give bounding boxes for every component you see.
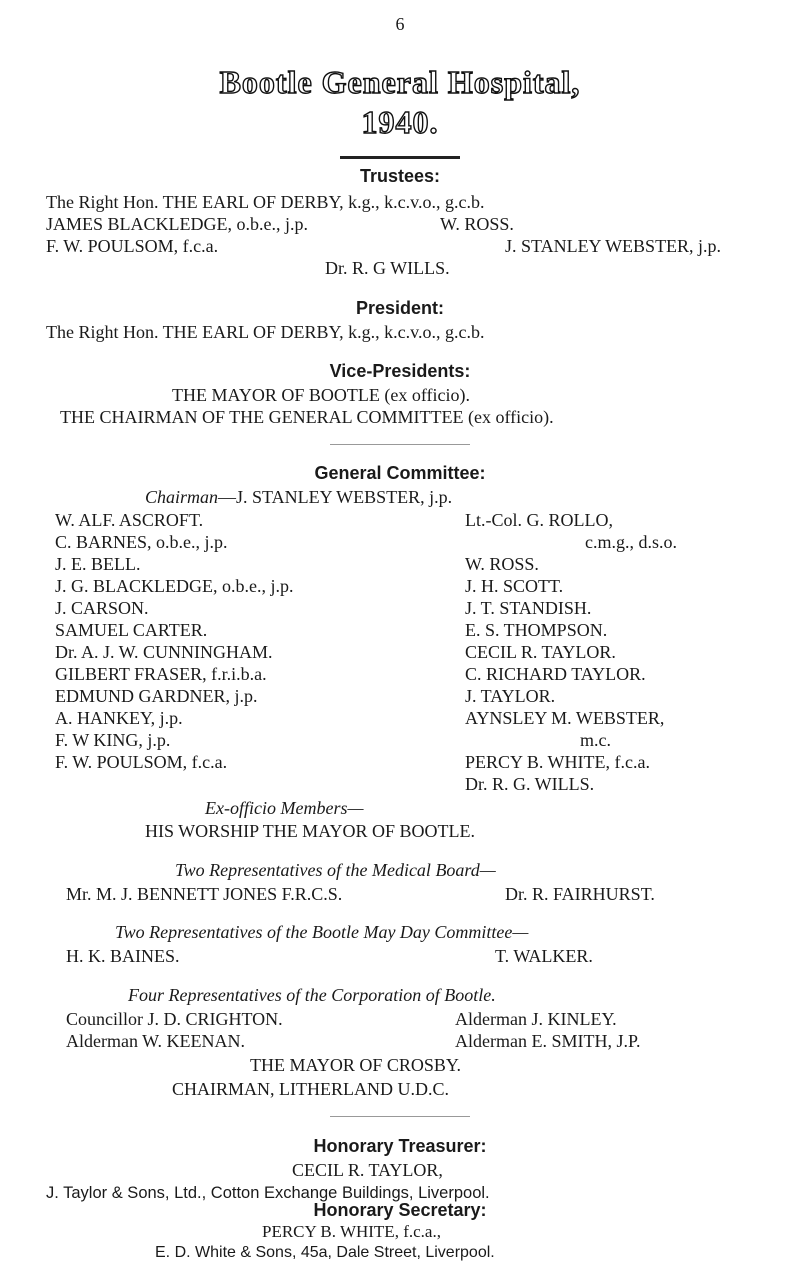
corporation-rep: Alderman W. KEENAN.: [66, 1031, 245, 1051]
president-line: The Right Hon. THE EARL OF DERBY, k.g., k.c.v.o., g.c.b.: [46, 322, 485, 342]
corporation-rep: THE MAYOR OF CROSBY.: [250, 1055, 462, 1075]
committee-member: CECIL R. TAYLOR.: [465, 642, 616, 662]
committee-member: GILBERT FRASER, f.r.i.b.a.: [55, 664, 267, 684]
committee-member: E. S. THOMPSON.: [465, 620, 608, 640]
committee-member: C. RICHARD TAYLOR.: [465, 664, 646, 684]
section-divider: [330, 444, 470, 445]
committee-member: EDMUND GARDNER, j.p.: [55, 686, 258, 706]
corporation-heading: Four Representatives of the Corporation of Bootle.: [128, 985, 496, 1005]
chairman-name: —J. STANLEY WEBSTER, j.p.: [218, 487, 453, 507]
secretary-name: PERCY B. WHITE, f.c.a.,: [262, 1222, 441, 1241]
treasurer-name: CECIL R. TAYLOR,: [292, 1160, 443, 1180]
committee-member-honours: m.c.: [580, 730, 611, 750]
trustee-line: Dr. R. G WILLS.: [325, 258, 450, 278]
corporation-rep: CHAIRMAN, LITHERLAND U.D.C.: [172, 1079, 449, 1099]
secretary-heading: Honorary Secretary:: [313, 1200, 487, 1220]
medical-board-rep: Dr. R. FAIRHURST.: [505, 884, 655, 904]
ex-officio-member: HIS WORSHIP THE MAYOR OF BOOTLE.: [145, 821, 476, 841]
president-heading: President:: [355, 298, 445, 318]
committee-member: F. W. POULSOM, f.c.a.: [55, 752, 228, 772]
committee-member: Dr. A. J. W. CUNNINGHAM.: [55, 642, 273, 662]
trustee-line: The Right Hon. THE EARL OF DERBY, k.g., k.c.v.o., g.c.b.: [46, 192, 485, 212]
trustee-line: J. STANLEY WEBSTER, j.p.: [505, 236, 722, 256]
committee-member: F. W KING, j.p.: [55, 730, 171, 750]
chairman-line: [145, 487, 452, 508]
committee-member: J. H. SCOTT.: [465, 576, 564, 596]
committee-member: Lt.-Col. G. ROLLO,: [465, 510, 613, 530]
chairman-label: Chairman: [145, 487, 219, 507]
title-divider: [340, 156, 460, 159]
committee-member-honours: c.m.g., d.s.o.: [585, 532, 677, 552]
trustee-line: F. W. POULSOM, f.c.a.: [46, 236, 219, 256]
committee-member: Dr. R. G. WILLS.: [465, 774, 595, 794]
corporation-rep: Alderman J. KINLEY.: [455, 1009, 617, 1029]
committee-member: W. ROSS.: [465, 554, 539, 574]
page-title-year: 1940.: [361, 104, 439, 140]
committee-member: J. E. BELL.: [55, 554, 141, 574]
trustee-line: JAMES BLACKLEDGE, o.b.e., j.p.: [46, 214, 308, 234]
page-title: Bootle General Hospital,: [219, 64, 581, 100]
committee-member: J. CARSON.: [55, 598, 149, 618]
committee-member: PERCY B. WHITE, f.c.a.: [465, 752, 650, 772]
committee-member: J. TAYLOR.: [465, 686, 556, 706]
treasurer-heading: Honorary Treasurer:: [313, 1136, 487, 1156]
corporation-rep: Alderman E. SMITH, J.P.: [455, 1031, 641, 1051]
vice-president-line: THE CHAIRMAN OF THE GENERAL COMMITTEE (ex officio).: [60, 407, 554, 427]
may-day-rep: H. K. BAINES.: [66, 946, 180, 966]
trustees-heading: Trustees:: [359, 166, 441, 186]
committee-member: SAMUEL CARTER.: [55, 620, 208, 640]
vice-president-line: THE MAYOR OF BOOTLE (ex officio).: [172, 385, 470, 405]
vice-presidents-heading: Vice-Presidents:: [329, 361, 471, 381]
may-day-heading: Two Representatives of the Bootle May Day Committee—: [115, 922, 529, 942]
page-number: 6: [395, 14, 405, 34]
committee-member: W. ALF. ASCROFT.: [55, 510, 204, 530]
medical-board-rep: Mr. M. J. BENNETT JONES F.R.C.S.: [66, 884, 343, 904]
committee-member: A. HANKEY, j.p.: [55, 708, 183, 728]
medical-board-heading: Two Representatives of the Medical Board—: [175, 860, 496, 880]
trustee-line: W. ROSS.: [440, 214, 514, 234]
committee-member: J. G. BLACKLEDGE, o.b.e., j.p.: [55, 576, 294, 596]
committee-member: J. T. STANDISH.: [465, 598, 592, 618]
general-committee-heading: General Committee:: [314, 463, 486, 483]
secretary-address: E. D. White & Sons, 45a, Dale Street, Liverpool.: [155, 1244, 495, 1261]
committee-member: C. BARNES, o.b.e., j.p.: [55, 532, 228, 552]
committee-member: AYNSLEY M. WEBSTER,: [465, 708, 665, 728]
ex-officio-heading: Ex-officio Members—: [205, 798, 364, 818]
may-day-rep: T. WALKER.: [495, 946, 593, 966]
section-divider: [330, 1116, 470, 1117]
treasurer-address: J. Taylor & Sons, Ltd., Cotton Exchange Buildings, Liverpool.: [46, 1184, 490, 1202]
corporation-rep: Councillor J. D. CRIGHTON.: [66, 1009, 283, 1029]
